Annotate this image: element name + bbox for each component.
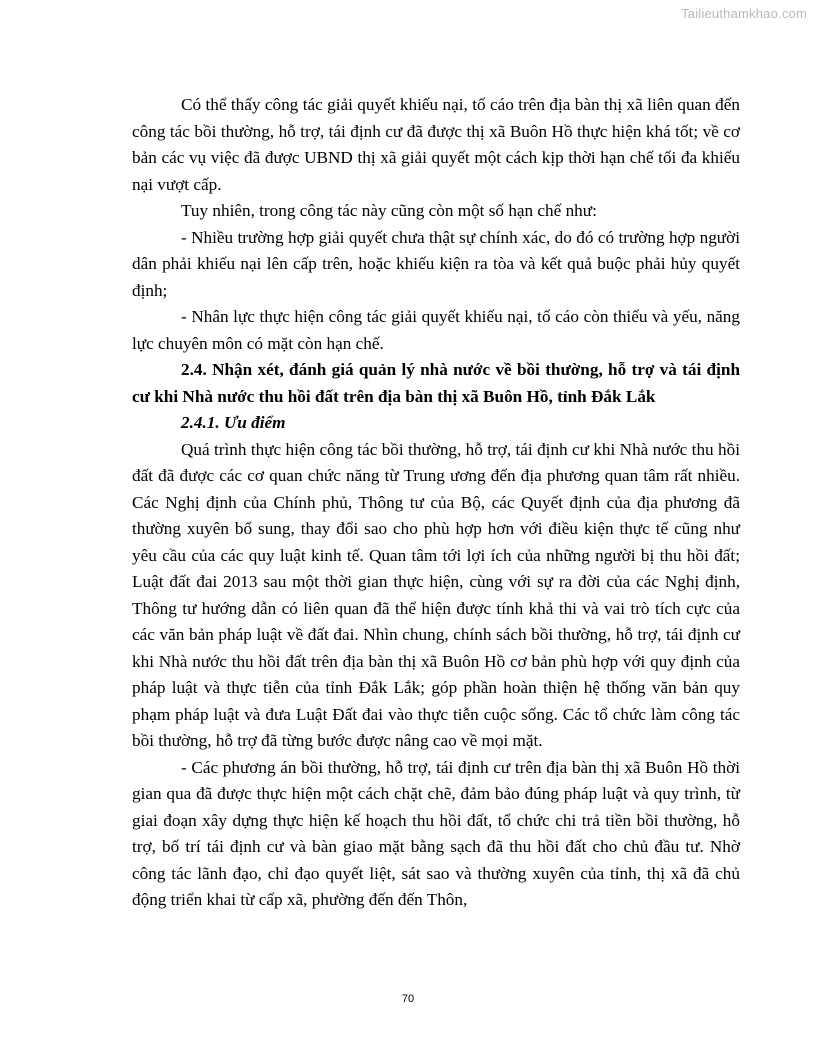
subsection-heading: 2.4.1. Ưu điểm — [181, 413, 286, 432]
paragraph: Quá trình thực hiện công tác bồi thường, hỗ trợ, tái định cư khi Nhà nước thu hồi đất đã được các cơ quan chức năng từ Trung ương đến địa phương quan tâm rất nhiều. Các Nghị định của Chính phủ, Thông tư của Bộ, các Quyết định của địa phương đã thường xuyên bổ sung, thay đổi sao cho phù hợp hơn với điều kiện thực tế cũng như yêu cầu của các quy luật kinh tế. Quan tâm tới lợi ích của những người bị thu hồi đất; Luật đất đai 2013 sau một thời gian thực hiện, cùng với sự ra đời của các Nghị định, Thông tư hướng dẫn có liên quan đã thể hiện được tính khả thi và vai trò tích cực của các văn bản pháp luật về đất đai. Nhìn chung, chính sách bồi thường, hỗ trợ, tái định cư khi Nhà nước thu hồi đất trên địa bàn thị xã Buôn Hồ cơ bản phù hợp với quy định của pháp luật và thực tiễn của tỉnh Đắk Lắk; góp phần hoàn thiện hệ thống văn bản quy phạm pháp luật và đưa Luật Đất đai vào thực tiễn cuộc sống. Các tổ chức làm công tác bồi thường, hỗ trợ đã từng bước được nâng cao về mọi mặt. — [132, 439, 740, 750]
paragraph: - Nhiều trường hợp giải quyết chưa thật sự chính xác, do đó có trường hợp người dân phải khiếu nại lên cấp trên, hoặc khiếu kiện ra tòa và kết quả buộc phải hủy quyết định; — [132, 227, 740, 300]
page-number: 70 — [401, 993, 415, 1005]
watermark: Tailieuthamkhao.com — [681, 6, 807, 21]
section-heading: 2.4. Nhận xét, đánh giá quản lý nhà nước về bồi thường, hỗ trợ và tái định cư khi Nhà nước thu hồi đất trên địa bàn thị xã Buôn Hồ, tỉnh Đắk Lắk — [132, 360, 740, 406]
paragraph: - Các phương án bồi thường, hỗ trợ, tái định cư trên địa bàn thị xã Buôn Hồ thời gian qua đã được thực hiện một cách chặt chẽ, đảm bảo đúng pháp luật và quy trình, từ giai đoạn xây dựng thực hiện kế hoạch thu hồi đất, tổ chức chi trả tiền bồi thường, hỗ trợ, bố trí tái định cư và bàn giao mặt bằng sạch đã thu hồi đất cho chủ đầu tư. Nhờ công tác lãnh đạo, chỉ đạo quyết liệt, sát sao và thường xuyên của tỉnh, thị xã đã chủ động triển khai từ cấp xã, phường đến đến Thôn, — [132, 757, 740, 909]
paragraph: Tuy nhiên, trong công tác này cũng còn một số hạn chế như: — [181, 201, 597, 220]
document-body — [132, 92, 740, 914]
paragraph: Có thể thấy công tác giải quyết khiếu nại, tố cáo trên địa bàn thị xã liên quan đến công tác bồi thường, hỗ trợ, tái định cư đã được thị xã Buôn Hồ thực hiện khá tốt; về cơ bản các vụ việc đã được UBND thị xã giải quyết một cách kịp thời hạn chế tối đa khiếu nại vượt cấp. — [132, 95, 740, 194]
paragraph: - Nhân lực thực hiện công tác giải quyết khiếu nại, tố cáo còn thiếu và yếu, năng lực chuyên môn có mặt còn hạn chế. — [132, 307, 740, 353]
